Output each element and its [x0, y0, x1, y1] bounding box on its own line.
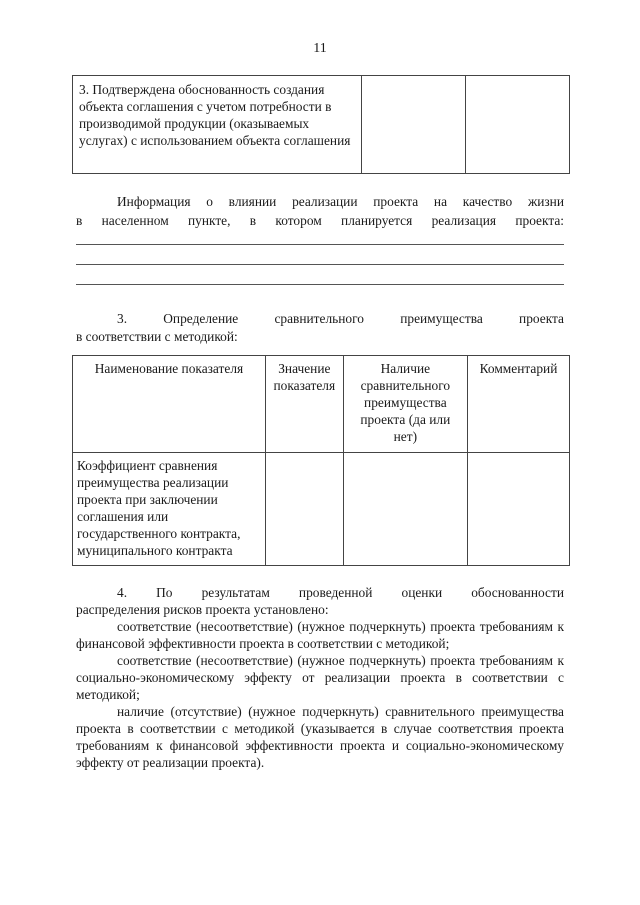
section4-socioeconomic-effect: соответствие (несоответствие) (нужное подчеркнуть) проекта требованиям к социально-экономическому эффекту от реализации проекта в соответствии с методикой;: [76, 653, 564, 702]
section4-comparative-advantage: наличие (отсутствие) (нужное подчеркнуть) сравнительного преимущества проекта в соответствии с методикой (указывается в случае соответствия проекта требованиям к финансовой эффективности проекта и социально-экономическому эффекту от реализации проекта).: [76, 704, 564, 770]
info-line-2: в населенном пункте, в котором планируется реализация проекта:: [76, 213, 564, 228]
table-row: [73, 453, 570, 566]
justification-criterion-cell: 3. Подтверждена обоснованность создания объекта соглашения с учетом потребности в производимой продукции (оказываемых услугах) с использованием объекта соглашения: [73, 76, 362, 174]
comment-cell: [467, 453, 569, 566]
info-line-1: Информация о влиянии реализации проекта на качество жизни: [117, 194, 564, 209]
indicator-value-cell: [265, 453, 343, 566]
table-header-row: [73, 356, 570, 453]
blank-line: [76, 264, 564, 265]
advantage-presence-cell: [343, 453, 467, 566]
table-row: [73, 76, 570, 174]
justification-table: [72, 75, 570, 174]
header-indicator-name: Наименование показателя: [73, 356, 266, 453]
section3-title-line-1: 3. Определение сравнительного преимущества проекта: [117, 311, 564, 326]
header-indicator-value: Значение показателя: [265, 356, 343, 453]
comparative-advantage-table: [72, 355, 570, 566]
section4: [76, 584, 564, 771]
header-advantage-presence: Наличие сравнительного преимущества проекта (да или нет): [343, 356, 467, 453]
section3-title-line-2: в соответствии с методикой:: [76, 329, 238, 344]
blank-line: [76, 284, 564, 285]
empty-cell: [362, 76, 466, 174]
section4-intro-line-2: распределения рисков проекта установлено:: [76, 602, 329, 617]
section4-financial-efficiency: соответствие (несоответствие) (нужное подчеркнуть) проекта требованиям к финансовой эффективности проекта в соответствии с методикой;: [76, 619, 564, 651]
section4-intro-line-1: 4. По результатам проведенной оценки обоснованности: [117, 585, 564, 600]
page-number: 11: [313, 41, 327, 56]
blank-line: [76, 244, 564, 245]
header-comment: Комментарий: [467, 356, 569, 453]
empty-cell: [466, 76, 570, 174]
indicator-name-cell: Коэффициент сравнения преимущества реализации проекта при заключении соглашения или государственного контракта, муниципального контракта: [73, 453, 266, 566]
